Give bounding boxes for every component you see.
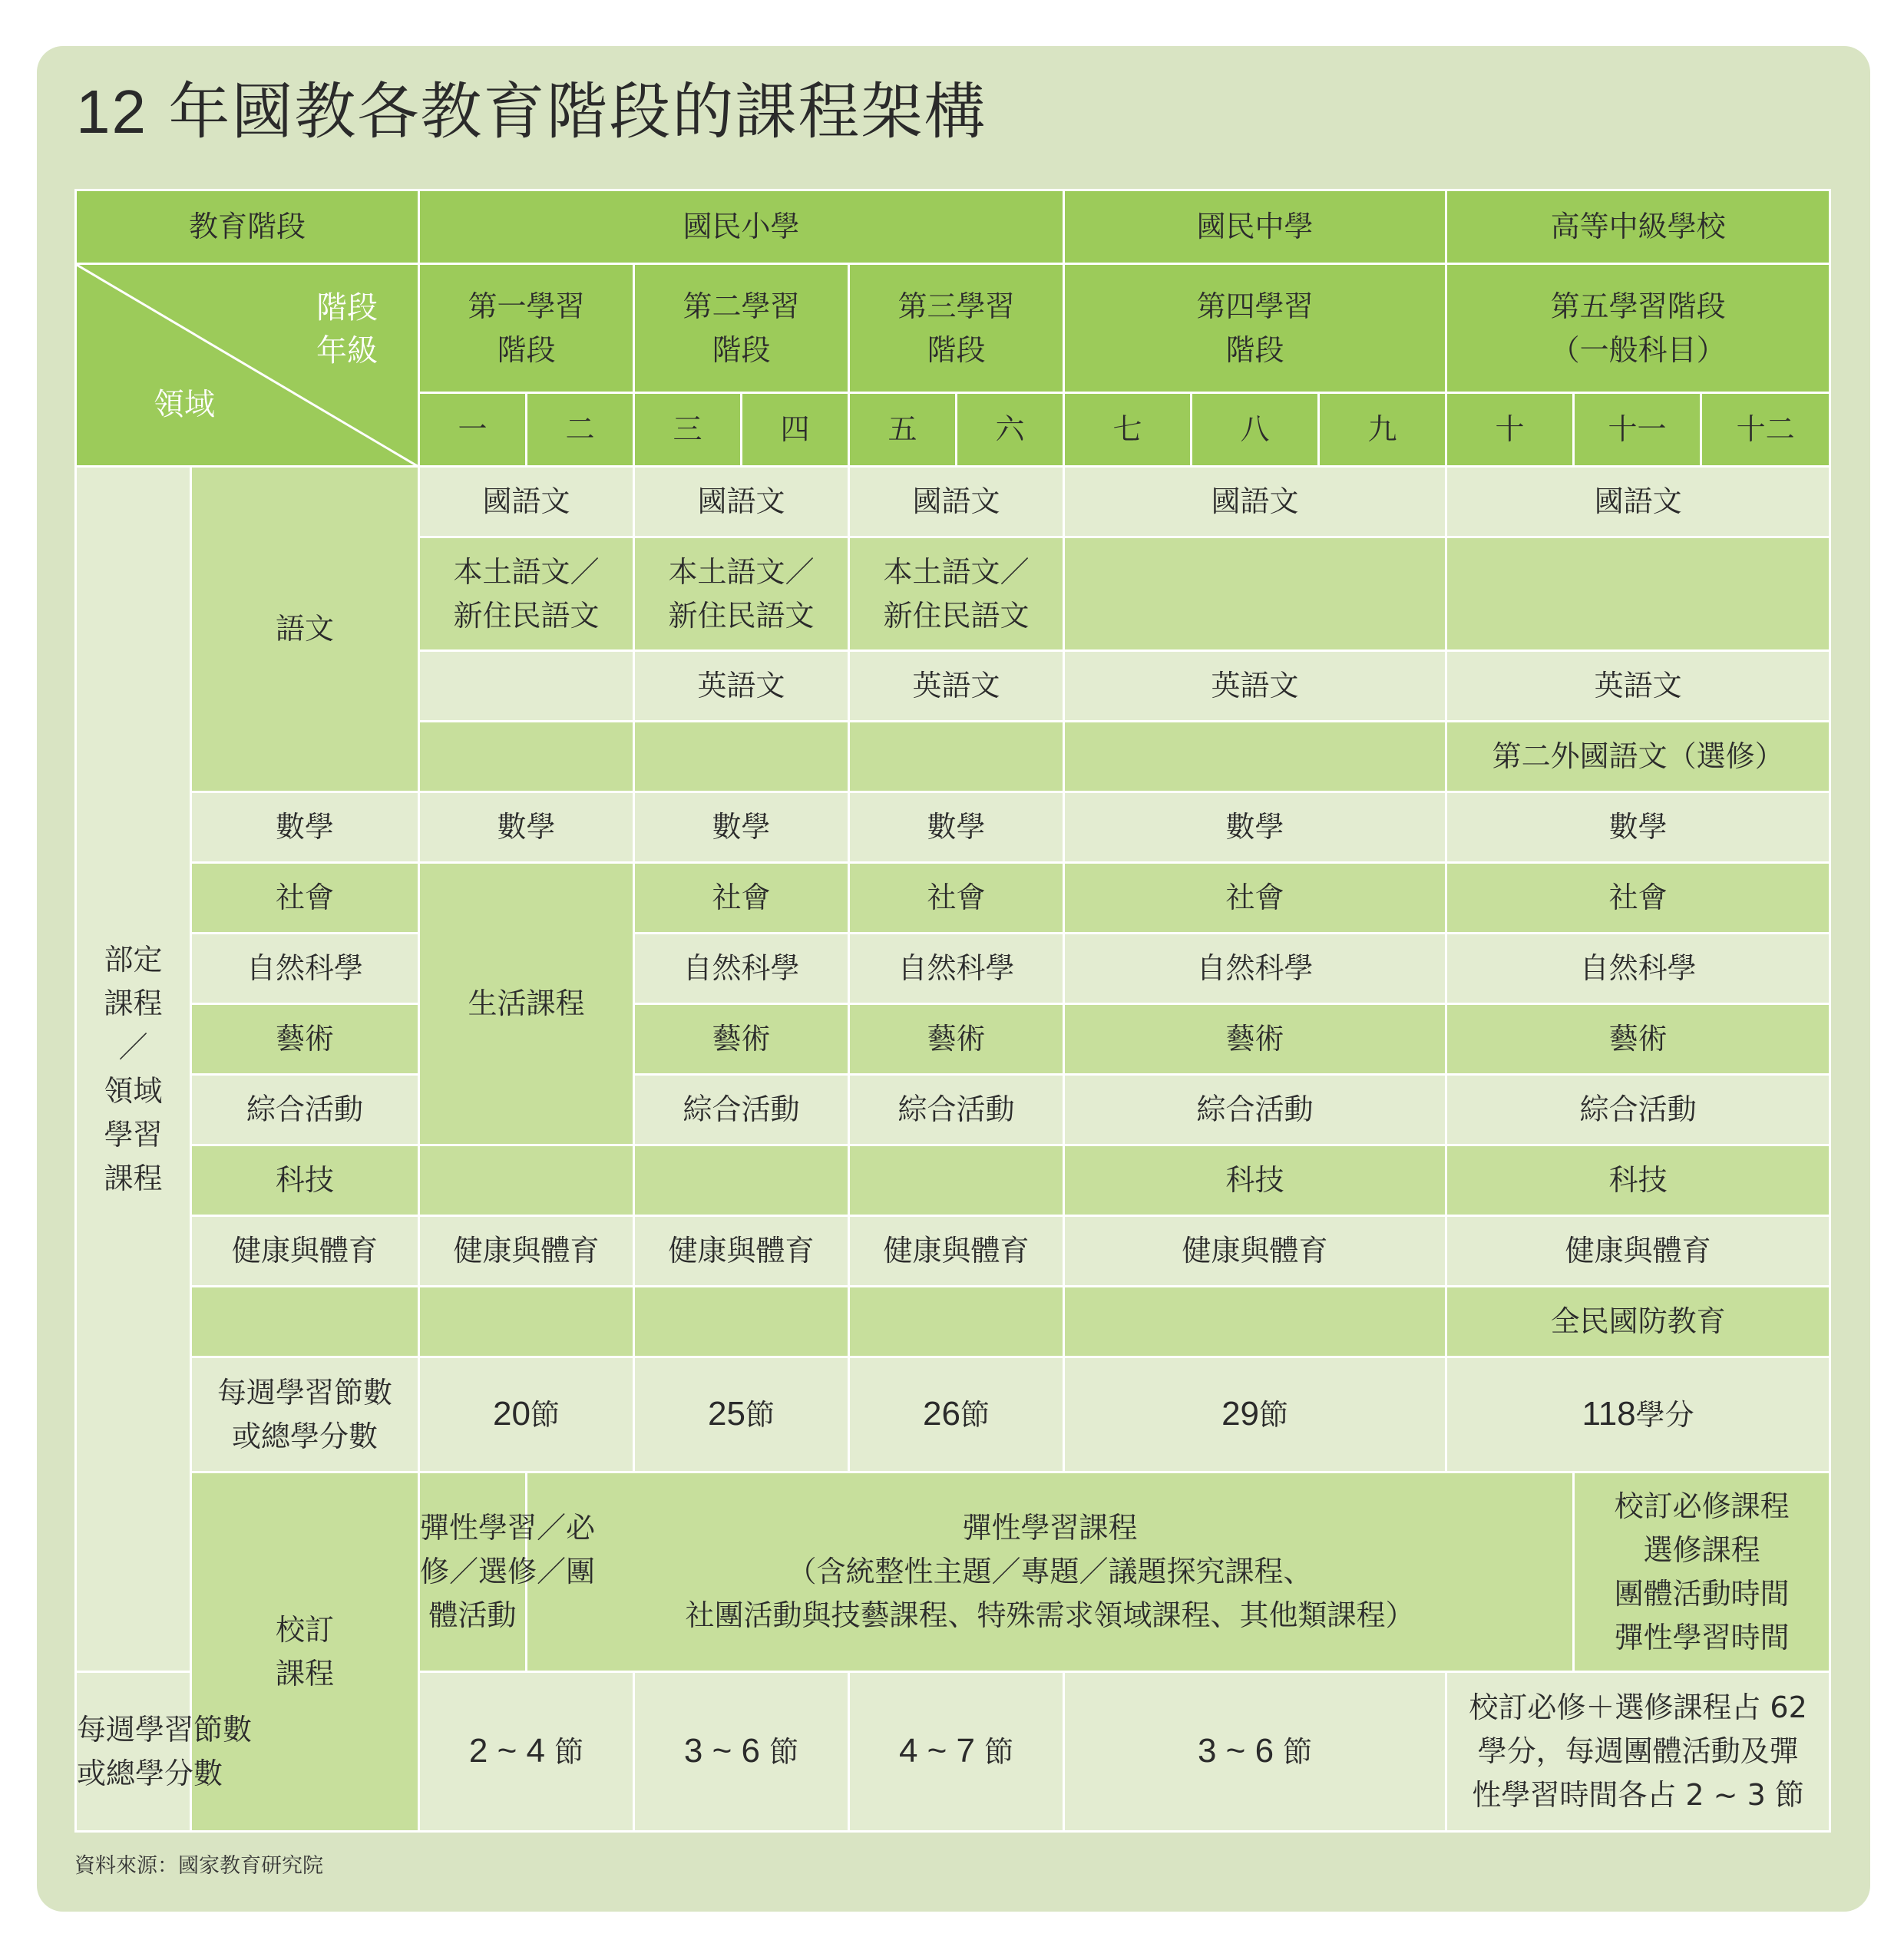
header-row xyxy=(76,190,1830,264)
cell-english-p2: 英語文 xyxy=(634,651,849,722)
cell-arts-p4: 藝術 xyxy=(1064,1004,1446,1075)
cell-foreign-p5: 第二外國語文（選修） xyxy=(1446,722,1830,792)
cell-defense-p2 xyxy=(634,1287,849,1357)
domain-social: 社會 xyxy=(191,863,419,934)
cell-social-p4: 社會 xyxy=(1064,863,1446,934)
table-row xyxy=(76,1216,1830,1287)
domain-math: 數學 xyxy=(191,792,419,863)
grade-2: 二 xyxy=(527,393,634,467)
cell-social-p5: 社會 xyxy=(1446,863,1830,934)
cell-life-course: 生活課程 xyxy=(419,863,634,1145)
cell-arts-p5: 藝術 xyxy=(1446,1004,1830,1075)
cell-chinese-p2: 國語文 xyxy=(634,467,849,537)
cell-h2-p1: 2 ~ 4 節 xyxy=(419,1672,634,1832)
cell-english-p1 xyxy=(419,651,634,722)
domain-defense xyxy=(191,1287,419,1357)
cell-tech-p2 xyxy=(634,1145,849,1216)
cell-h2-p4: 3 ~ 6 節 xyxy=(1064,1672,1446,1832)
cell-hours-p1: 20節 xyxy=(419,1357,634,1472)
cell-tech-p3 xyxy=(849,1145,1064,1216)
grade-10: 十 xyxy=(1446,393,1574,467)
table-row xyxy=(76,1075,1830,1145)
cell-math-p3: 數學 xyxy=(849,792,1064,863)
cell-english-p3: 英語文 xyxy=(849,651,1064,722)
grade-1: 一 xyxy=(419,393,527,467)
grade-6: 六 xyxy=(957,393,1064,467)
domain-health: 健康與體育 xyxy=(191,1216,419,1287)
title-number: 12 xyxy=(76,78,147,146)
cell-foreign-p3 xyxy=(849,722,1064,792)
cell-arts-p3: 藝術 xyxy=(849,1004,1064,1075)
domain-language: 語文 xyxy=(191,467,419,792)
cell-integrated-p4: 綜合活動 xyxy=(1064,1075,1446,1145)
cell-flex-course: 彈性學習課程 （含統整性主題／專題／議題探究課程、 社團活動與技藝課程、特殊需求領域課程、其他類課程） xyxy=(527,1472,1574,1672)
cell-math-p5: 數學 xyxy=(1446,792,1830,863)
table-row xyxy=(76,1004,1830,1075)
domain-hours: 每週學習節數 或總學分數 xyxy=(191,1357,419,1472)
curriculum-table xyxy=(74,189,1831,1833)
grade-9: 九 xyxy=(1319,393,1446,467)
cell-health-p4: 健康與體育 xyxy=(1064,1216,1446,1287)
cell-foreign-p4 xyxy=(1064,722,1446,792)
grade-5: 五 xyxy=(849,393,957,467)
cell-h2-p2: 3 ~ 6 節 xyxy=(634,1672,849,1832)
cell-science-p2: 自然科學 xyxy=(634,934,849,1004)
domain-integrated: 綜合活動 xyxy=(191,1075,419,1145)
cell-english-p4: 英語文 xyxy=(1064,651,1446,722)
cell-flex-senior: 校訂必修課程 選修課程 團體活動時間 彈性學習時間 xyxy=(1574,1472,1830,1672)
senior-header: 高等中級學校 xyxy=(1446,190,1830,264)
corner-phase-label: 階段 xyxy=(316,290,378,326)
corner-domain-label: 領域 xyxy=(154,387,215,422)
cell-hours-p2: 25節 xyxy=(634,1357,849,1472)
cell-defense-p4 xyxy=(1064,1287,1446,1357)
domain-flex: 彈性學習／必 修／選修／團 體活動 xyxy=(419,1472,527,1672)
cell-integrated-p2: 綜合活動 xyxy=(634,1075,849,1145)
grade-8: 八 xyxy=(1192,393,1319,467)
title-text: 年國教各教育階段的課程架構 xyxy=(168,76,987,147)
grade-4: 四 xyxy=(742,393,849,467)
page-title xyxy=(76,75,987,149)
phase-1: 第一學習 階段 xyxy=(419,264,634,393)
cell-math-p4: 數學 xyxy=(1064,792,1446,863)
cell-english-p5: 英語文 xyxy=(1446,651,1830,722)
cell-health-p3: 健康與體育 xyxy=(849,1216,1064,1287)
cell-science-p5: 自然科學 xyxy=(1446,934,1830,1004)
cell-integrated-p3: 綜合活動 xyxy=(849,1075,1064,1145)
cell-defense-p1 xyxy=(419,1287,634,1357)
cell-foreign-p2 xyxy=(634,722,849,792)
phase-2: 第二學習 階段 xyxy=(634,264,849,393)
grade-11: 十一 xyxy=(1574,393,1701,467)
cell-science-p4: 自然科學 xyxy=(1064,934,1446,1004)
cell-h2-senior: 校訂必修＋選修課程占 62 學分，每週團體活動及彈 性學習時間各占 2 ~ 3 節 xyxy=(1446,1672,1830,1832)
domain-arts: 藝術 xyxy=(191,1004,419,1075)
table-row xyxy=(76,1287,1830,1357)
cell-h2-p3: 4 ~ 7 節 xyxy=(849,1672,1064,1832)
table-row xyxy=(76,467,1830,537)
section-school-label: 校訂 課程 xyxy=(191,1472,419,1832)
cell-integrated-p5: 綜合活動 xyxy=(1446,1075,1830,1145)
elementary-header: 國民小學 xyxy=(419,190,1064,264)
table-row xyxy=(76,792,1830,863)
cell-defense-p3 xyxy=(849,1287,1064,1357)
table-row xyxy=(76,934,1830,1004)
cell-tech-p1 xyxy=(419,1145,634,1216)
domain-tech: 科技 xyxy=(191,1145,419,1216)
cell-social-p2: 社會 xyxy=(634,863,849,934)
cell-foreign-p1 xyxy=(419,722,634,792)
grade-3: 三 xyxy=(634,393,742,467)
cell-native-p5 xyxy=(1446,537,1830,651)
table-row xyxy=(76,1472,1830,1672)
cell-health-p1: 健康與體育 xyxy=(419,1216,634,1287)
cell-native-p3: 本土語文／ 新住民語文 xyxy=(849,537,1064,651)
cell-arts-p2: 藝術 xyxy=(634,1004,849,1075)
cell-hours-p5: 118學分 xyxy=(1446,1357,1830,1472)
cell-science-p3: 自然科學 xyxy=(849,934,1064,1004)
phase-4: 第四學習 階段 xyxy=(1064,264,1446,393)
cell-chinese-p1: 國語文 xyxy=(419,467,634,537)
cell-defense-p5: 全民國防教育 xyxy=(1446,1287,1830,1357)
cell-social-p3: 社會 xyxy=(849,863,1064,934)
grade-12: 十二 xyxy=(1701,393,1830,467)
source-note: 資料來源：國家教育研究院 xyxy=(74,1854,323,1878)
cell-native-p4 xyxy=(1064,537,1446,651)
cell-hours-p3: 26節 xyxy=(849,1357,1064,1472)
cell-chinese-p3: 國語文 xyxy=(849,467,1064,537)
phase-3: 第三學習 階段 xyxy=(849,264,1064,393)
cell-tech-p4: 科技 xyxy=(1064,1145,1446,1216)
cell-math-p2: 數學 xyxy=(634,792,849,863)
cell-hours-p4: 29節 xyxy=(1064,1357,1446,1472)
grade-7: 七 xyxy=(1064,393,1192,467)
cell-chinese-p4: 國語文 xyxy=(1064,467,1446,537)
cell-native-p1: 本土語文／ 新住民語文 xyxy=(419,537,634,651)
table-row xyxy=(76,863,1830,934)
junior-header: 國民中學 xyxy=(1064,190,1446,264)
phase-5: 第五學習階段 （一般科目） xyxy=(1446,264,1830,393)
corner-cell xyxy=(76,264,419,467)
cell-chinese-p5: 國語文 xyxy=(1446,467,1830,537)
section-required-label: 部定 課程 ／ 領域 學習 課程 xyxy=(76,467,191,1672)
cell-health-p5: 健康與體育 xyxy=(1446,1216,1830,1287)
cell-native-p2: 本土語文／ 新住民語文 xyxy=(634,537,849,651)
domain-hours2: 每週學習節數 或總學分數 xyxy=(76,1672,191,1832)
cell-math-p1: 數學 xyxy=(419,792,634,863)
domain-science: 自然科學 xyxy=(191,934,419,1004)
corner-grade-label: 年級 xyxy=(316,333,378,369)
table-row xyxy=(76,1145,1830,1216)
table-row xyxy=(76,1357,1830,1472)
cell-health-p2: 健康與體育 xyxy=(634,1216,849,1287)
cell-tech-p5: 科技 xyxy=(1446,1145,1830,1216)
stage-header: 教育階段 xyxy=(76,190,419,264)
phase-row xyxy=(76,264,1830,393)
